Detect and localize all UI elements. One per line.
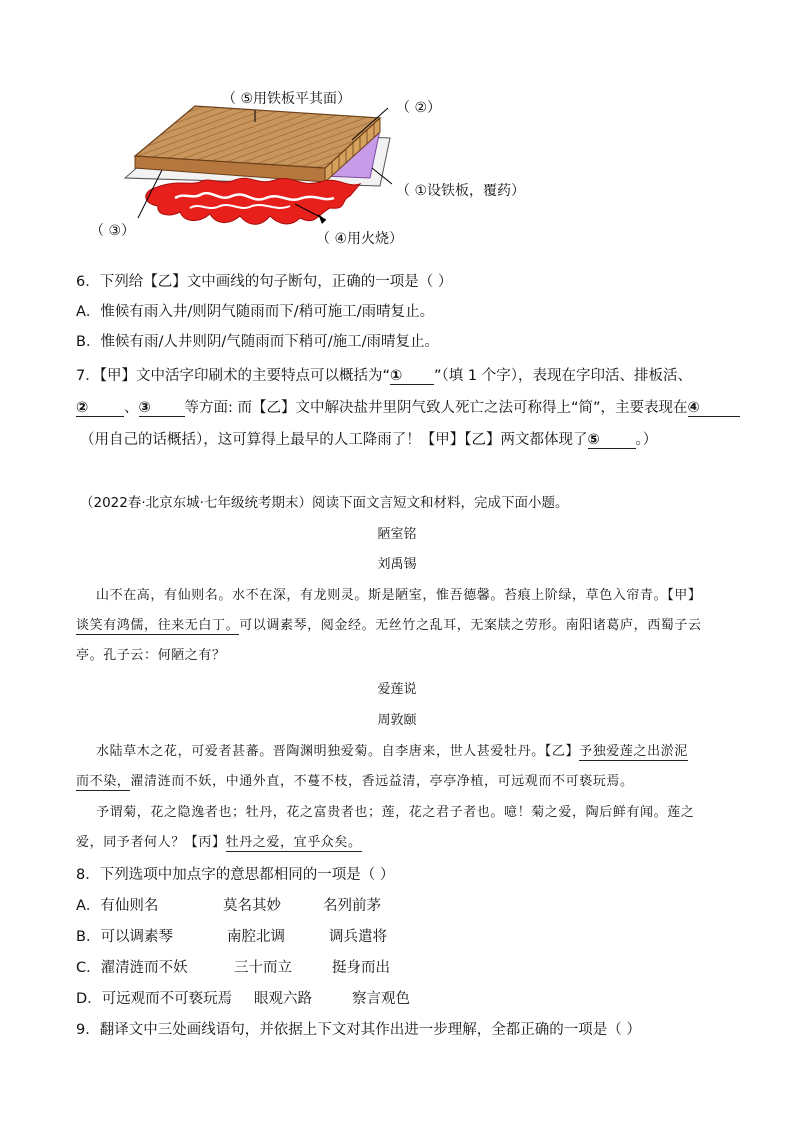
q7-text: 7．【甲】文中活字印刷术的主要特点可以概括为“ — [76, 368, 390, 384]
section-intro: （2022春·北京东城·七年级统考期末）阅读下面文言短文和材料，完成下面小题。 — [80, 495, 569, 511]
q6-option-a: A．惟候有雨入井/则阴气随雨而下/稍可施工/雨晴复止。 — [76, 304, 435, 320]
q9-stem: 9．翻译文中三处画线语句，并依据上下文对其作出进一步理解，全都正确的一项是（ ） — [76, 1022, 641, 1038]
passage-text: 水陆草木之花，可爱者甚蕃。晋陶渊明独爱菊。自李唐来，世人甚爱牡丹。【乙】 — [96, 744, 580, 759]
blank-2[interactable] — [76, 400, 124, 417]
circle-number-3: ③ — [138, 400, 151, 416]
label-step-4: （ ④用火烧） — [316, 231, 404, 247]
q6-option-b: B．惟候有雨/人井则阴/气随雨而下稍可/施工/雨晴复止。 — [76, 334, 439, 350]
passage-2-line-1 — [96, 740, 688, 759]
q8-stem: 8．下列选项中加点字的意思都相同的一项是（ ） — [76, 867, 395, 883]
q8-option-d-3: 察言观色 — [352, 991, 410, 1007]
label-step-3: （ ③） — [90, 223, 136, 239]
q7-line-3 — [80, 428, 657, 449]
label-step-5: （ ⑤用铁板平其面） — [222, 91, 352, 107]
q7-text: 等方面: 而【乙】文中解决盐井里阴气致人死亡之法可称得上“简”，主要表现在 — [184, 400, 688, 416]
circle-number-1: ① — [390, 368, 403, 384]
q8-option-c-3: 挺身而出 — [332, 960, 390, 976]
passage-1-line-3: 亭。孔子云：何陋之有？ — [76, 648, 226, 663]
blank-5[interactable] — [588, 432, 636, 449]
q8-option-d — [76, 987, 410, 1008]
label-step-1: （ ①设铁板，覆药） — [396, 183, 526, 199]
q8-option-d-1: D．可远观而不可亵玩焉 — [76, 991, 233, 1007]
underlined-sentence-jia: 谈笑有鸿儒，往来无白丁。 — [76, 618, 240, 633]
q7-text: 、 — [124, 400, 139, 416]
passage-1-line-1: 山不在高，有仙则名。水不在深，有龙则灵。斯是陋室，惟吾德馨。苔痕上阶绿，草色入帘青。【甲】 — [96, 588, 702, 603]
q8-option-a — [76, 894, 381, 915]
q8-option-b-3: 调兵遣将 — [329, 929, 387, 945]
passage-1-line-2 — [76, 614, 702, 633]
q8-option-c-1: C．濯清涟而不妖 — [76, 960, 188, 976]
underlined-sentence-yi: 予独爱莲之出淤泥 — [579, 744, 688, 759]
q8-option-b-1: B．可以调素琴 — [76, 929, 173, 945]
circle-number-5: ⑤ — [587, 432, 600, 448]
circle-number-2: ② — [76, 400, 89, 416]
blank-1[interactable] — [390, 368, 434, 385]
poem-author-2: 周敦颐 — [377, 713, 417, 728]
passage-3-line-1: 予谓菊，花之隐逸者也；牡丹，花之富贵者也；莲，花之君子者也。噫！菊之爱，陶后鲜有闻。莲之 — [96, 805, 695, 820]
printing-diagram — [80, 78, 540, 248]
underlined-sentence-bing: 牡丹之爱，宜乎众矣。 — [225, 835, 362, 850]
q8-option-a-1: A．有仙则名 — [76, 898, 159, 914]
label-step-2: （ ②） — [396, 100, 442, 116]
passage-text: 可以调素琴，阅金经。无丝竹之乱耳，无案牍之劳形。南阳诸葛庐，西蜀子云 — [239, 618, 702, 633]
passage-text: 爱，同予者何人？【丙】 — [76, 835, 226, 850]
poem-title-2: 爱莲说 — [377, 682, 417, 697]
blank-3[interactable] — [139, 400, 185, 417]
circle-number-4: ④ — [687, 400, 700, 416]
q7-text: 。） — [635, 432, 658, 448]
q7-line-1 — [76, 364, 692, 385]
q8-option-b — [76, 925, 387, 946]
passage-2-line-2 — [76, 770, 634, 789]
q8-option-a-3: 名列前茅 — [323, 898, 381, 914]
q8-option-b-2: 南腔北调 — [227, 929, 285, 945]
q7-line-2 — [76, 396, 740, 417]
q6-stem: 6．下列给【乙】文中画线的句子断句，正确的一项是（ ） — [76, 274, 453, 290]
q7-text: ”（填 1 个字），表现在字印活、排板活、 — [434, 368, 692, 384]
q8-option-c-2: 三十而立 — [234, 960, 292, 976]
q7-text: （用自己的话概括），这可算得上最早的人工降雨了！【甲】【乙】两文都体现了 — [80, 432, 588, 448]
poem-title-1: 陋室铭 — [377, 527, 417, 542]
q8-option-a-2: 莫名其妙 — [223, 898, 281, 914]
underlined-sentence-yi-cont: 而不染， — [76, 774, 131, 789]
q8-option-d-2: 眼观六路 — [254, 991, 312, 1007]
poem-author-1: 刘禹锡 — [377, 557, 417, 572]
q8-option-c — [76, 956, 390, 977]
flames — [146, 178, 360, 224]
passage-text: 濯清涟而不妖，中通外直，不蔓不枝，香远益清，亭亭净植，可远观而不可亵玩焉。 — [130, 774, 634, 789]
blank-4[interactable] — [688, 400, 740, 417]
passage-3-line-2 — [76, 831, 362, 850]
